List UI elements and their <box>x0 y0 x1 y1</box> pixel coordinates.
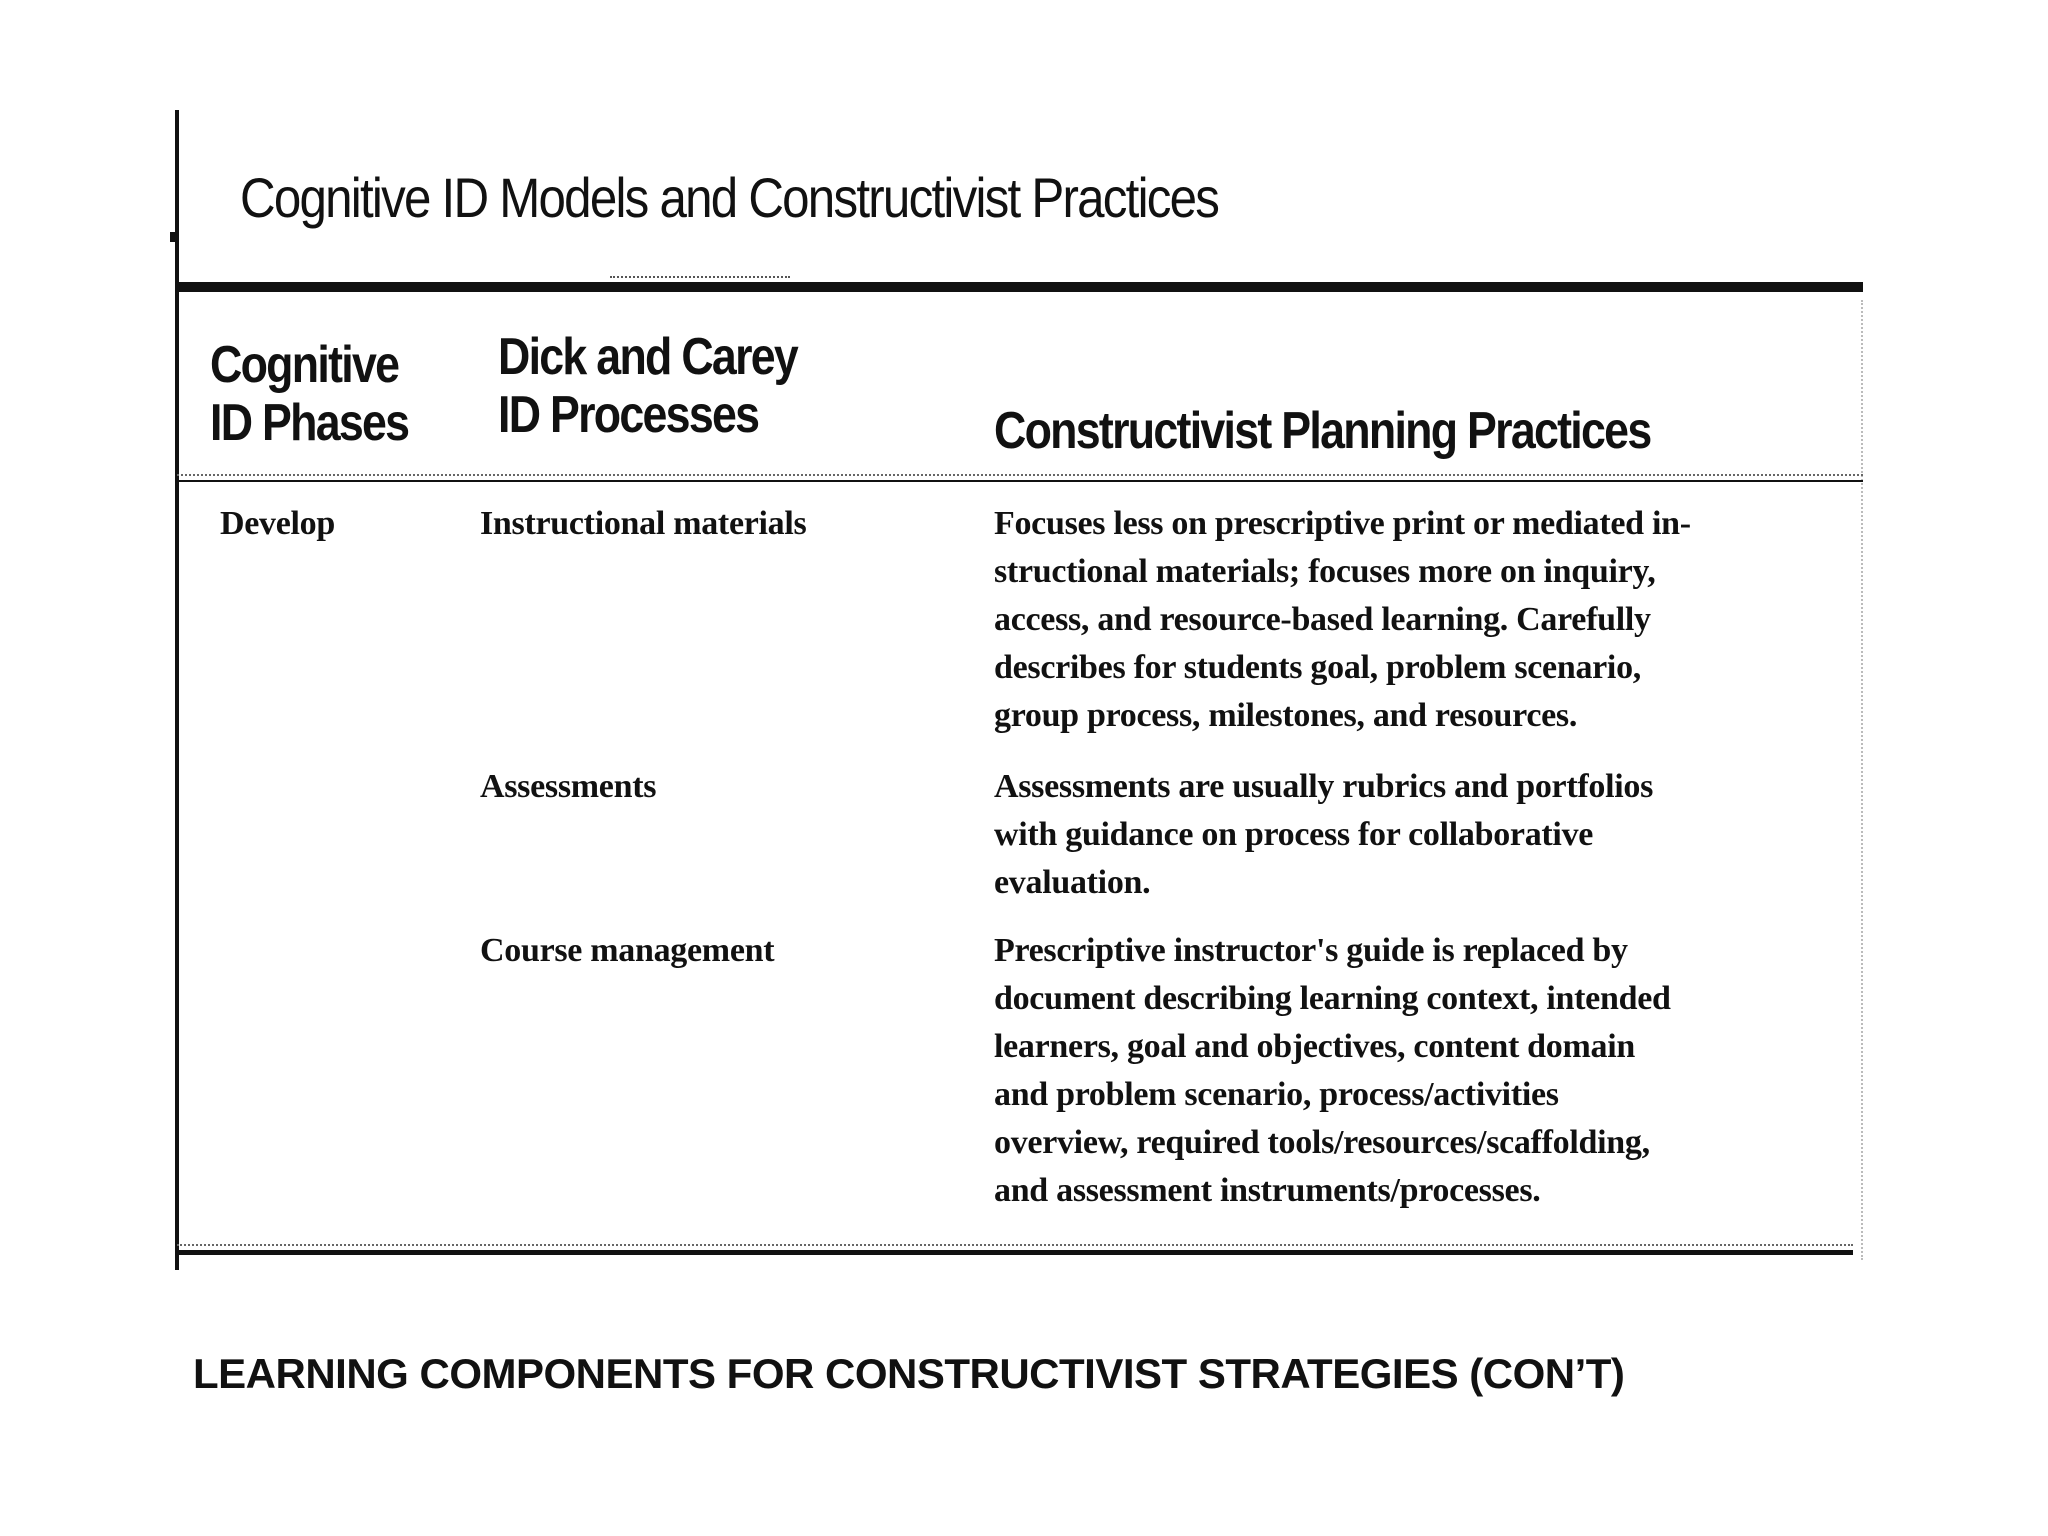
row-3-process: Course management <box>480 932 775 969</box>
header-processes-line-1: Dick and Carey <box>498 328 798 386</box>
table-figure <box>170 110 1870 1270</box>
right-dotted-edge <box>1861 300 1863 1260</box>
row-1-practice-line: Focuses less on prescriptive print or mediated in- <box>994 505 1691 542</box>
header-dotted-rule <box>177 474 1863 476</box>
header-phases-line-2: ID Phases <box>210 394 409 452</box>
row-3-practice-line: and assessment instruments/processes. <box>994 1172 1541 1209</box>
bottom-rule <box>177 1250 1853 1255</box>
header-practices-line-1: Constructivist Planning Practices <box>994 402 1651 460</box>
row-2-process: Assessments <box>480 768 657 805</box>
header-cognitive-id-phases <box>210 336 408 452</box>
row-3-practice-line: document describing learning context, intended <box>994 980 1671 1017</box>
left-border-tick <box>170 232 177 242</box>
row-1-practice-line: structional materials; focuses more on inquiry, <box>994 553 1656 590</box>
top-thick-rule <box>177 282 1863 292</box>
header-constructivist-practices <box>994 402 1650 460</box>
title-dotted-rule <box>610 276 790 278</box>
row-2-practice <box>994 763 1653 907</box>
row-1-practice-line: group process, milestones, and resources. <box>994 697 1578 734</box>
slide-caption: LEARNING COMPONENTS FOR CONSTRUCTIVIST STRATEGIES (CON’T) <box>193 1350 1625 1397</box>
row-3-practice-line: and problem scenario, process/activities <box>994 1076 1559 1113</box>
row-1-practice-line: describes for students goal, problem scenario, <box>994 649 1641 686</box>
row-2-practice-line: with guidance on process for collaborative <box>994 816 1594 853</box>
header-phases-line-1: Cognitive <box>210 336 399 394</box>
header-processes-line-2: ID Processes <box>498 386 759 444</box>
row-3-practice <box>994 927 1671 1215</box>
row-2-practice-line: evaluation. <box>994 864 1151 901</box>
row-1-process: Instructional materials <box>480 505 807 542</box>
row-2-practice-line: Assessments are usually rubrics and portfolios <box>994 768 1654 805</box>
row-3-practice-line: Prescriptive instructor's guide is replaced by <box>994 932 1628 969</box>
row-1-phase: Develop <box>220 505 335 542</box>
header-dick-carey-processes <box>498 328 797 444</box>
row-3-practice-line: overview, required tools/resources/scaffolding, <box>994 1124 1650 1161</box>
table-title: Cognitive ID Models and Constructivist Practices <box>240 166 1219 229</box>
bottom-dotted-rule <box>177 1244 1853 1246</box>
header-rule <box>177 480 1863 482</box>
row-1-practice-line: access, and resource-based learning. Carefully <box>994 601 1651 638</box>
row-1-practice <box>994 500 1691 740</box>
row-3-practice-line: learners, goal and objectives, content domain <box>994 1028 1635 1065</box>
